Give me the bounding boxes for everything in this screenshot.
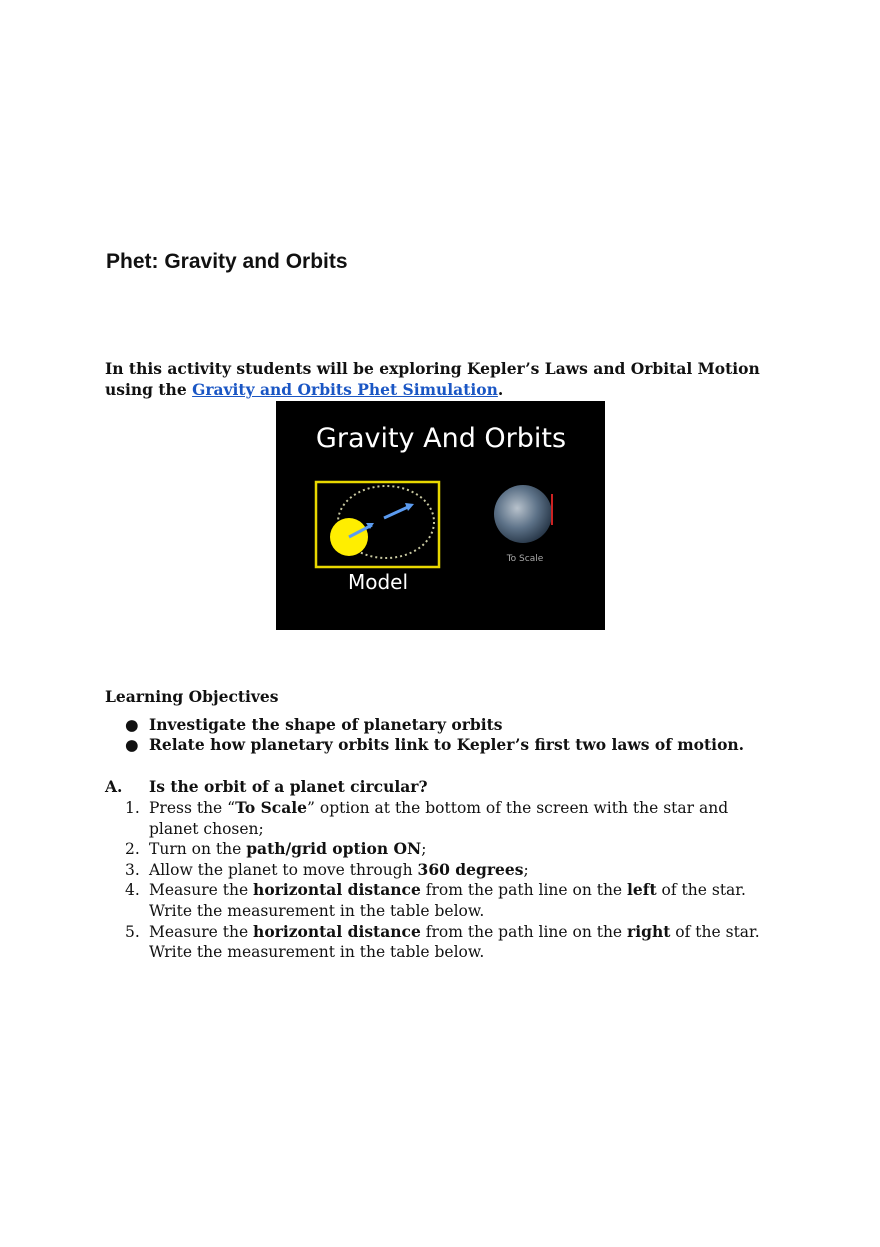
- intro-paragraph: [105, 358, 795, 400]
- earth-icon: [494, 485, 552, 543]
- section-a-heading: [105, 777, 805, 797]
- step-number: 3.: [125, 860, 140, 879]
- model-box: [316, 482, 439, 567]
- model-label: Model: [347, 570, 409, 594]
- step-text: Measure the: [149, 881, 254, 900]
- step-item: [105, 880, 765, 921]
- step-number: 2.: [125, 840, 140, 859]
- step-number: 4.: [125, 881, 140, 900]
- step-emphasis: horizontal distance: [253, 921, 421, 941]
- step-number: 5.: [125, 922, 140, 941]
- simulation-graphic: [276, 401, 605, 630]
- step-text: from the path line on the: [420, 881, 628, 900]
- intro-text: In this activity students will be exploring Kepler’s Laws and Orbital Motion using the: [105, 359, 760, 399]
- objective-item: [105, 735, 805, 755]
- step-item: [105, 860, 765, 881]
- step-emphasis: horizontal distance: [253, 880, 421, 900]
- steps-list: [105, 798, 765, 963]
- step-text: of the star. Write the measurement in the table below.: [149, 881, 746, 920]
- step-text: of the star. Write the measurement in the table below.: [149, 922, 760, 962]
- step-number: 1.: [125, 799, 140, 817]
- objective-item: [105, 715, 805, 735]
- section-question: Is the orbit of a planet circular?: [149, 777, 428, 796]
- step-emphasis: right: [627, 921, 671, 941]
- step-text: from the path line on the: [420, 922, 628, 941]
- simulation-image: [276, 401, 605, 630]
- intro-period: .: [497, 380, 504, 399]
- step-text: ” option at the bottom of the screen with the star and planet chosen;: [149, 799, 729, 838]
- step-item: [105, 798, 765, 839]
- bullet-icon: ●: [125, 735, 139, 754]
- step-text: Press the “: [149, 799, 236, 817]
- section-letter: A.: [105, 777, 123, 796]
- step-text: ;: [523, 860, 529, 879]
- step-text: Allow the planet to move through: [149, 860, 418, 879]
- sim-heading: Gravity And Orbits: [315, 423, 567, 454]
- objective-text: Investigate the shape of planetary orbits: [149, 715, 503, 734]
- objective-text: Relate how planetary orbits link to Kepler’s first two laws of motion.: [149, 735, 745, 754]
- step-text: Measure the: [149, 922, 254, 941]
- step-emphasis: left: [627, 880, 657, 900]
- learning-objectives-list: [105, 715, 805, 755]
- simulation-link[interactable]: Gravity and Orbits Phet Simulation: [192, 380, 498, 399]
- page-title: Phet: Gravity and Orbits: [106, 250, 348, 273]
- step-item: [105, 839, 765, 860]
- force-arrow: [384, 507, 408, 518]
- to-scale-label: To Scale: [506, 554, 544, 564]
- step-item: [105, 922, 765, 963]
- step-emphasis: path/grid option ON: [246, 839, 422, 859]
- step-text: Turn on the: [149, 840, 247, 859]
- step-text: ;: [421, 840, 427, 859]
- step-emphasis: To Scale: [235, 798, 308, 817]
- bullet-icon: ●: [125, 715, 139, 734]
- step-emphasis: 360 degrees: [417, 859, 524, 879]
- learning-objectives-heading: Learning Objectives: [105, 687, 279, 706]
